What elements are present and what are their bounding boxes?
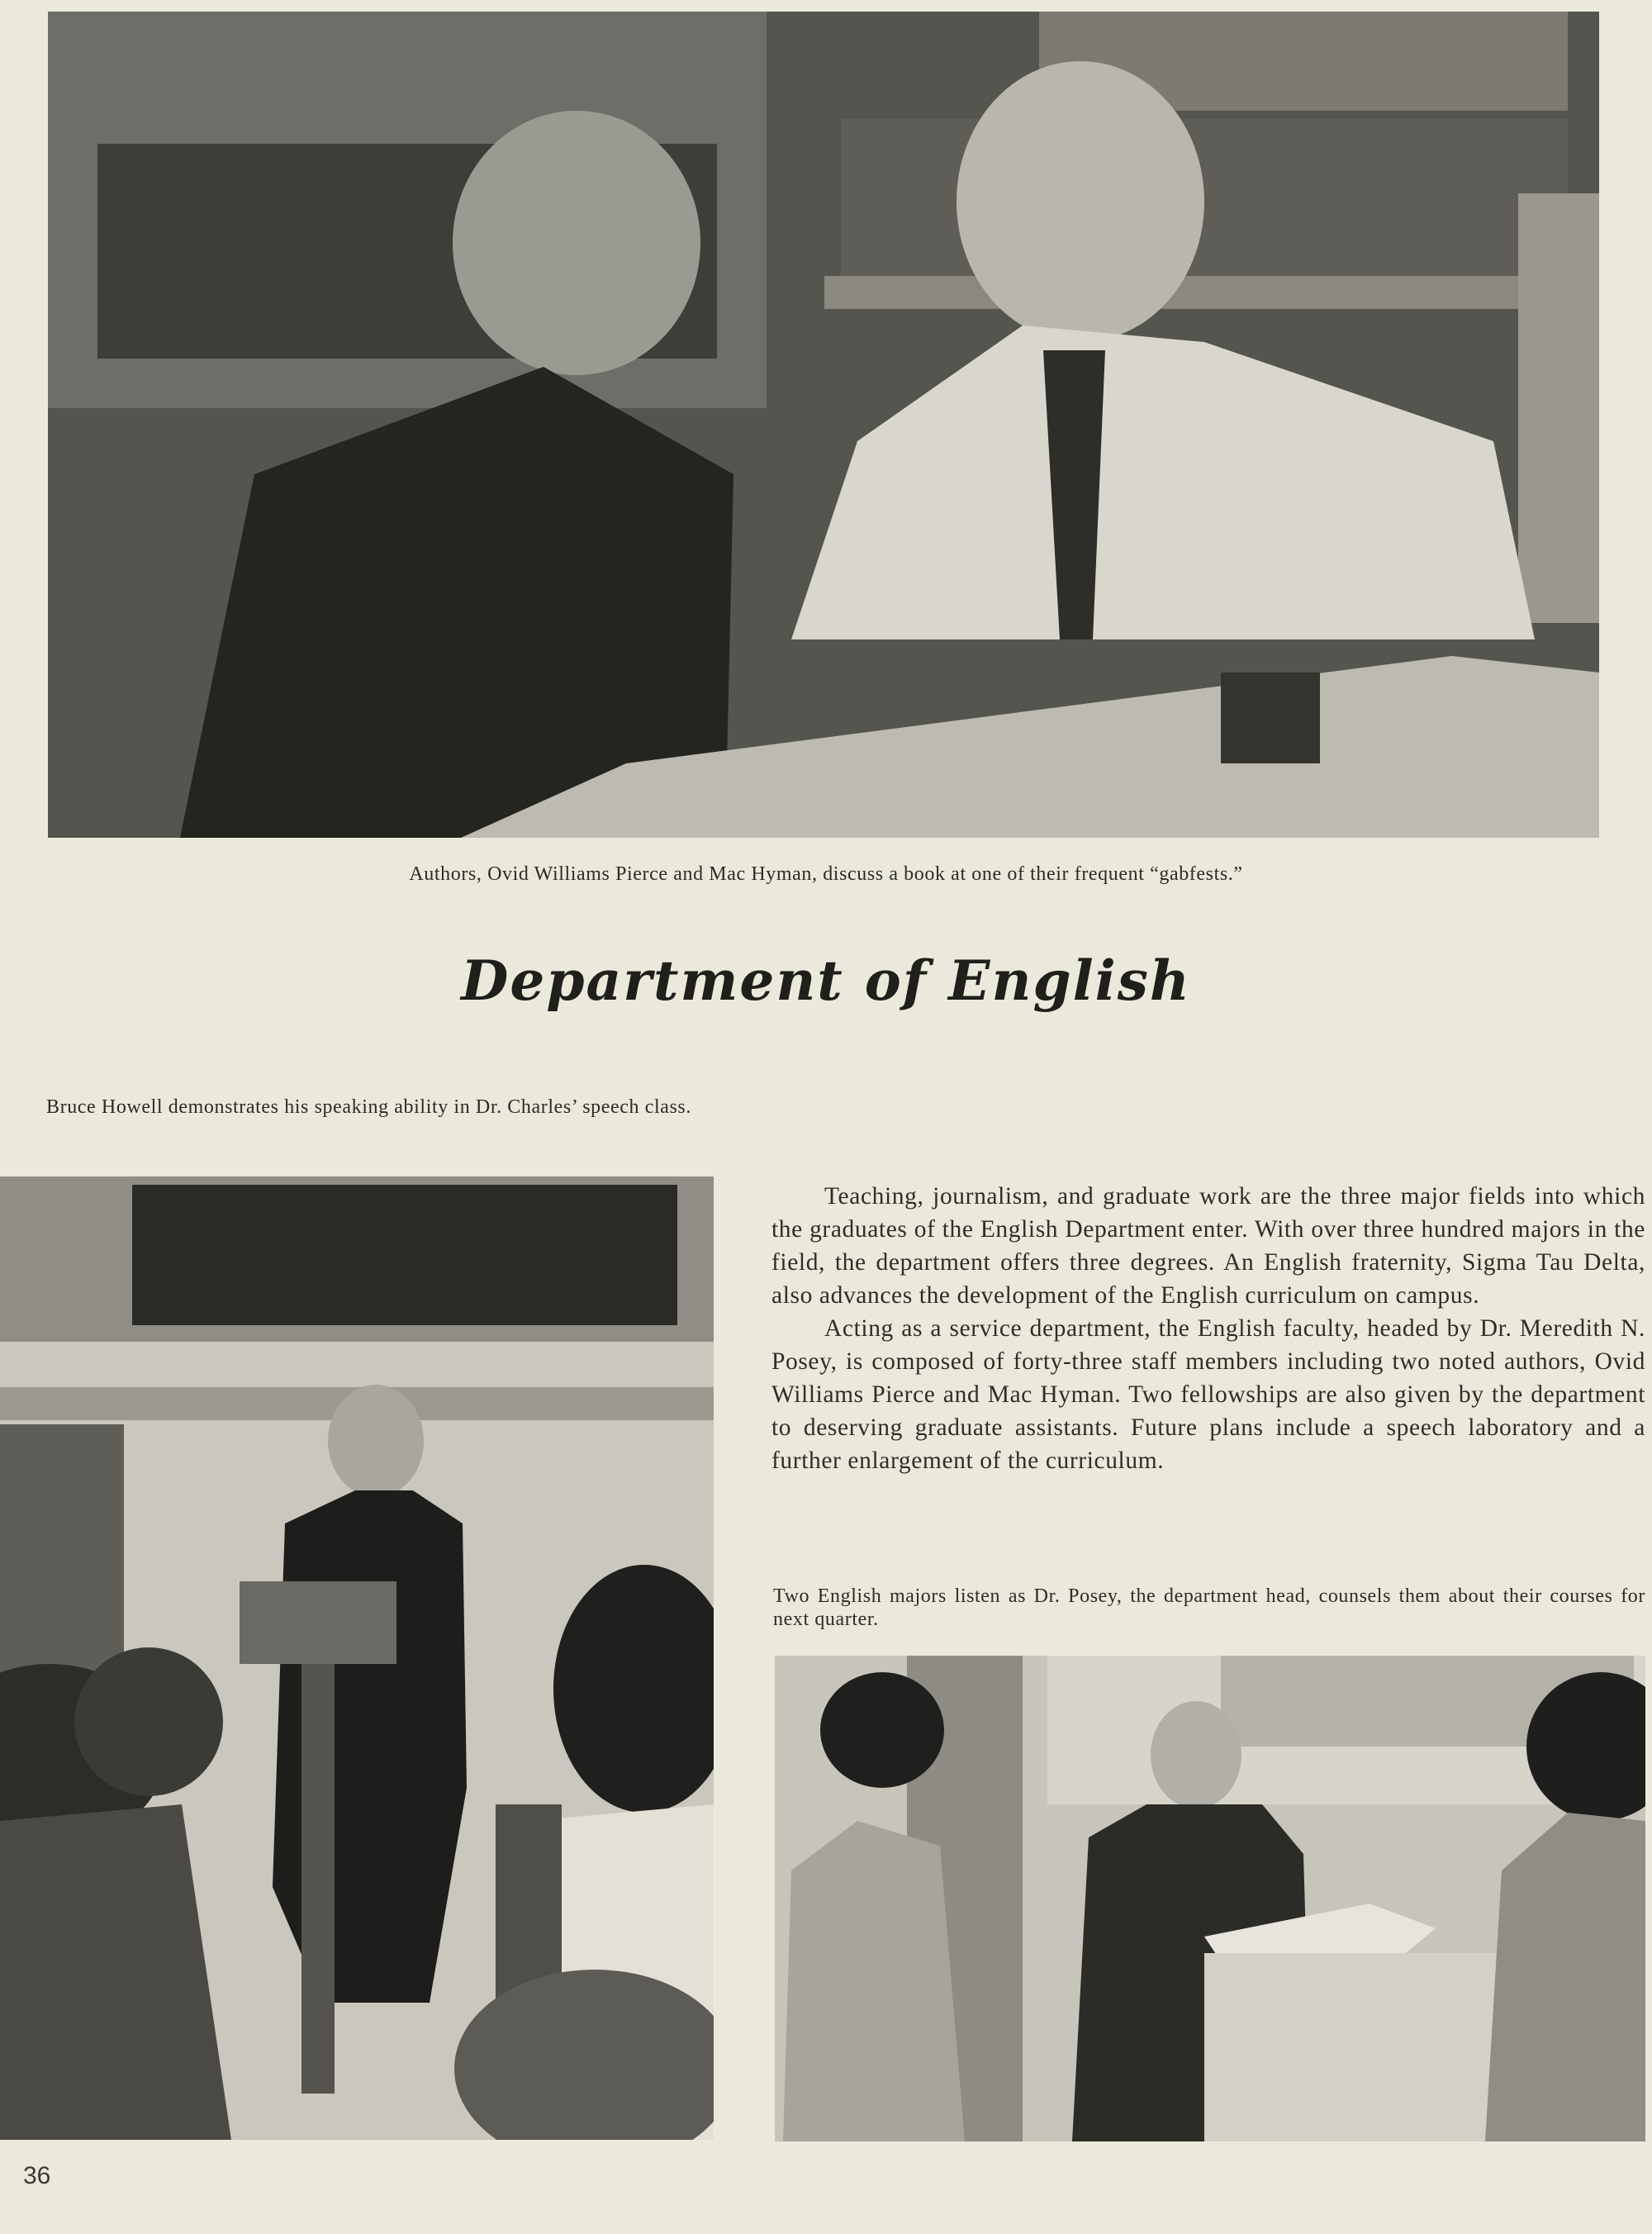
body-text xyxy=(771,1180,1645,1477)
caption-speech-class: Bruce Howell demonstrates his speaking ability in Dr. Charles’ speech class. xyxy=(46,1096,691,1118)
caption-authors: Authors, Ovid Williams Pierce and Mac Hyman, discuss a book at one of their frequent “gabfests.” xyxy=(409,863,1243,885)
photo-speech-class xyxy=(0,1176,714,2140)
body-paragraph-1: Teaching, journalism, and graduate work are the three major fields into which the graduates of the English Department enter. With over three hundred majors in the field, the department offers three degrees. An English fraternity, Sigma Tau Delta, also advances the development of the English curriculum on campus. xyxy=(771,1183,1645,1309)
caption-counseling: Two English majors listen as Dr. Posey, the department head, counsels them about their courses for next quarter. xyxy=(773,1585,1645,1630)
page-title: Department of English xyxy=(461,948,1191,1013)
photo-authors xyxy=(48,12,1599,838)
body-paragraph-2: Acting as a service department, the English faculty, headed by Dr. Meredith N. Posey, is composed of forty-three staff members including two noted authors, Ovid Williams Pierce and Mac Hyman. Two fellowships are also given by the department to deserving graduate assistants. Future plans include a speech laboratory and a further enlargement of the curriculum. xyxy=(771,1315,1645,1474)
page-number: 36 xyxy=(23,2162,51,2189)
photo-counseling xyxy=(775,1656,1645,2141)
